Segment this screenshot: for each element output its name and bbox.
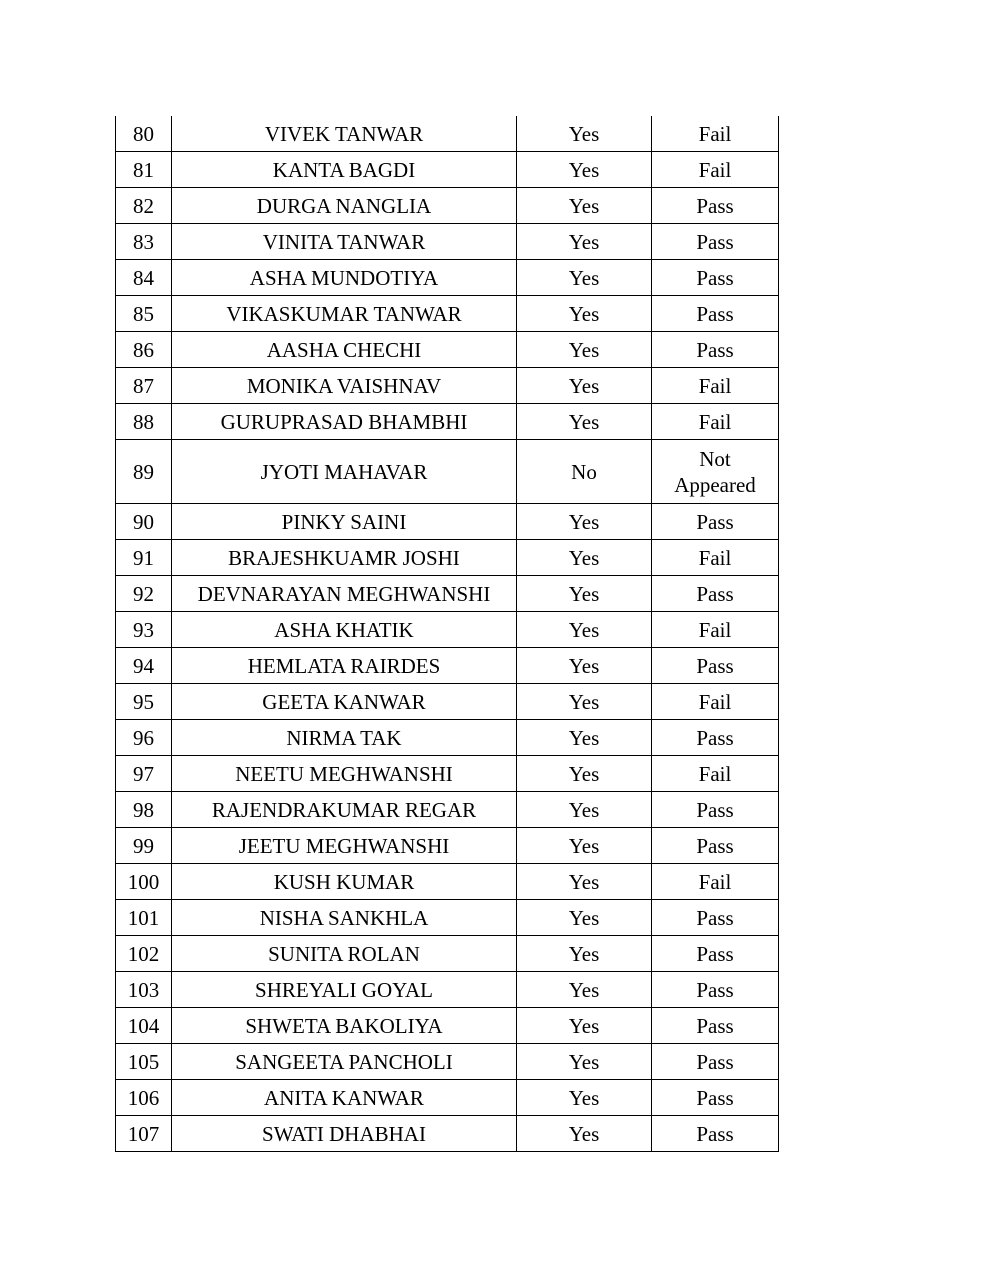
serial-number-cell: 91 [116,540,172,576]
attended-cell: Yes [517,720,652,756]
attended-cell: Yes [517,1116,652,1152]
attended-cell: Yes [517,116,652,152]
attended-cell: Yes [517,864,652,900]
candidate-name-cell: ANITA KANWAR [172,1080,517,1116]
table-row [116,296,779,332]
table-row [116,1080,779,1116]
result-cell: Pass [652,720,779,756]
table-row [116,504,779,540]
attended-cell: Yes [517,576,652,612]
result-cell: Pass [652,936,779,972]
result-cell: Pass [652,1116,779,1152]
attended-cell: Yes [517,404,652,440]
serial-number-cell: 101 [116,900,172,936]
attended-cell: Yes [517,828,652,864]
serial-number-cell: 100 [116,864,172,900]
serial-number-cell: 95 [116,684,172,720]
result-cell: Fail [652,612,779,648]
serial-number-cell: 84 [116,260,172,296]
attended-cell: Yes [517,1044,652,1080]
attended-cell: Yes [517,260,652,296]
candidate-name-cell: MONIKA VAISHNAV [172,368,517,404]
candidate-name-cell: ASHA MUNDOTIYA [172,260,517,296]
serial-number-cell: 99 [116,828,172,864]
result-cell: Pass [652,792,779,828]
candidate-name-cell: BRAJESHKUAMR JOSHI [172,540,517,576]
candidate-name-cell: PINKY SAINI [172,504,517,540]
serial-number-cell: 83 [116,224,172,260]
table-row [116,152,779,188]
attended-cell: Yes [517,756,652,792]
table-row [116,792,779,828]
result-cell: Pass [652,504,779,540]
serial-number-cell: 102 [116,936,172,972]
attended-cell: Yes [517,504,652,540]
serial-number-cell: 87 [116,368,172,404]
candidate-name-cell: ASHA KHATIK [172,612,517,648]
attended-cell: No [517,440,652,504]
result-cell [652,440,779,504]
candidate-name-cell: AASHA CHECHI [172,332,517,368]
candidate-name-cell: SUNITA ROLAN [172,936,517,972]
candidate-name-cell: KANTA BAGDI [172,152,517,188]
table-row [116,368,779,404]
candidate-name-cell: JYOTI MAHAVAR [172,440,517,504]
table-row [116,648,779,684]
table-row [116,972,779,1008]
result-cell: Fail [652,540,779,576]
result-cell: Pass [652,332,779,368]
serial-number-cell: 88 [116,404,172,440]
serial-number-cell: 93 [116,612,172,648]
serial-number-cell: 86 [116,332,172,368]
attended-cell: Yes [517,1080,652,1116]
table-row [116,540,779,576]
attended-cell: Yes [517,224,652,260]
table-row [116,828,779,864]
results-table-body [116,116,779,1152]
result-cell: Pass [652,972,779,1008]
table-row [116,440,779,504]
attended-cell: Yes [517,900,652,936]
table-row [116,188,779,224]
table-row [116,900,779,936]
table-row [116,720,779,756]
candidate-name-cell: VINITA TANWAR [172,224,517,260]
serial-number-cell: 107 [116,1116,172,1152]
attended-cell: Yes [517,792,652,828]
candidate-name-cell: SANGEETA PANCHOLI [172,1044,517,1080]
serial-number-cell: 103 [116,972,172,1008]
serial-number-cell: 98 [116,792,172,828]
candidate-name-cell: GURUPRASAD BHAMBHI [172,404,517,440]
attended-cell: Yes [517,972,652,1008]
serial-number-cell: 82 [116,188,172,224]
candidate-name-cell: NISHA SANKHLA [172,900,517,936]
result-cell: Pass [652,1080,779,1116]
serial-number-cell: 92 [116,576,172,612]
candidate-name-cell: NIRMA TAK [172,720,517,756]
serial-number-cell: 81 [116,152,172,188]
table-row [116,116,779,152]
candidate-name-cell: RAJENDRAKUMAR REGAR [172,792,517,828]
result-cell: Pass [652,576,779,612]
table-row [116,576,779,612]
attended-cell: Yes [517,368,652,404]
serial-number-cell: 105 [116,1044,172,1080]
result-cell: Pass [652,260,779,296]
serial-number-cell: 89 [116,440,172,504]
result-cell: Pass [652,296,779,332]
result-cell: Fail [652,368,779,404]
candidate-name-cell: VIVEK TANWAR [172,116,517,152]
candidate-name-cell: SHWETA BAKOLIYA [172,1008,517,1044]
candidate-name-cell: VIKASKUMAR TANWAR [172,296,517,332]
table-row [116,864,779,900]
attended-cell: Yes [517,152,652,188]
serial-number-cell: 80 [116,116,172,152]
candidate-name-cell: SWATI DHABHAI [172,1116,517,1152]
result-cell: Pass [652,188,779,224]
result-cell: Pass [652,1008,779,1044]
serial-number-cell: 85 [116,296,172,332]
result-line-2: Appeared [674,472,756,497]
table-row [116,756,779,792]
table-row [116,332,779,368]
table-row [116,404,779,440]
attended-cell: Yes [517,540,652,576]
serial-number-cell: 94 [116,648,172,684]
candidate-name-cell: HEMLATA RAIRDES [172,648,517,684]
result-cell: Fail [652,864,779,900]
serial-number-cell: 104 [116,1008,172,1044]
attended-cell: Yes [517,296,652,332]
result-line-1: Not [699,446,731,471]
results-table [115,116,779,1152]
candidate-name-cell: GEETA KANWAR [172,684,517,720]
candidate-name-cell: JEETU MEGHWANSHI [172,828,517,864]
table-row [116,260,779,296]
serial-number-cell: 106 [116,1080,172,1116]
serial-number-cell: 90 [116,504,172,540]
result-cell: Pass [652,648,779,684]
candidate-name-cell: NEETU MEGHWANSHI [172,756,517,792]
table-row [116,612,779,648]
attended-cell: Yes [517,612,652,648]
attended-cell: Yes [517,188,652,224]
table-row [116,224,779,260]
attended-cell: Yes [517,684,652,720]
result-cell: Fail [652,684,779,720]
candidate-name-cell: KUSH KUMAR [172,864,517,900]
candidate-name-cell: DURGA NANGLIA [172,188,517,224]
attended-cell: Yes [517,1008,652,1044]
attended-cell: Yes [517,648,652,684]
serial-number-cell: 97 [116,756,172,792]
result-cell: Fail [652,404,779,440]
table-row [116,936,779,972]
result-cell: Pass [652,224,779,260]
serial-number-cell: 96 [116,720,172,756]
result-cell: Fail [652,152,779,188]
result-cell: Pass [652,828,779,864]
candidate-name-cell: DEVNARAYAN MEGHWANSHI [172,576,517,612]
result-cell: Pass [652,1044,779,1080]
table-row [116,1008,779,1044]
candidate-name-cell: SHREYALI GOYAL [172,972,517,1008]
attended-cell: Yes [517,936,652,972]
table-row [116,1116,779,1152]
result-cell: Fail [652,116,779,152]
attended-cell: Yes [517,332,652,368]
table-row [116,1044,779,1080]
result-cell: Fail [652,756,779,792]
result-cell: Pass [652,900,779,936]
table-row [116,684,779,720]
